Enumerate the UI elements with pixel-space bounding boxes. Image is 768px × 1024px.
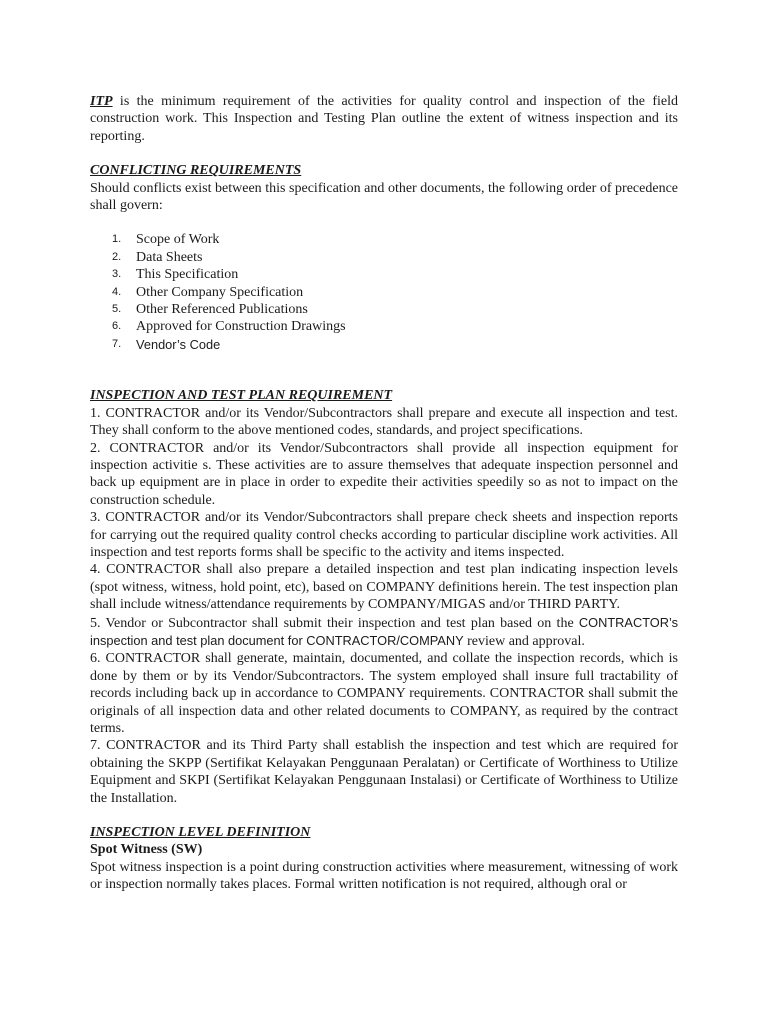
conflicting-requirements-body: Should conflicts exist between this specification and other documents, the following order of precedence shall govern: — [90, 180, 678, 214]
list-number: 3. — [112, 268, 122, 281]
requirement-5-part-c: review and approval. — [463, 633, 585, 649]
itp-term: ITP — [90, 94, 113, 109]
list-item-label: This Specification — [136, 267, 239, 283]
intro-paragraph — [90, 93, 678, 145]
list-item-label: Vendor’s Code — [136, 336, 221, 352]
list-number: 5. — [112, 303, 122, 316]
conflicting-requirements-heading: CONFLICTING REQUIREMENTS — [90, 163, 302, 179]
list-item — [112, 318, 678, 335]
list-item-label: Data Sheets — [136, 249, 203, 265]
list-item — [112, 231, 678, 248]
list-item-label: Other Referenced Publications — [136, 302, 308, 318]
list-item — [112, 336, 678, 353]
list-item-label: Scope of Work — [136, 232, 220, 248]
spot-witness-body: Spot witness inspection is a point during construction activities where measurement, witnessing of work or inspection normally takes places. Formal written notification is not required, although oral or — [90, 859, 678, 893]
requirement-5-part-a: 5. Vendor or Subcontractor shall submit their inspection and test plan based on the — [90, 615, 579, 631]
list-number: 6. — [112, 320, 122, 333]
spot-witness-title: Spot Witness (SW) — [90, 842, 203, 858]
requirement-paragraph-6: 6. CONTRACTOR shall generate, maintain, documented, and collate the inspection records, which is done by them or by its Vendor/Subcontractors. The system employed shall insure full tractability of records including back up in accordance to COMPANY requirements. CONTRACTOR shall submit the originals of all inspection data and other related documents to COMPANY, as required by the contract terms. — [90, 651, 678, 736]
list-number: 7. — [112, 337, 122, 350]
list-number: 1. — [112, 233, 122, 246]
list-item-label: Other Company Specification — [136, 284, 304, 300]
list-item-label: Approved for Construction Drawings — [136, 319, 346, 335]
list-number: 4. — [112, 285, 122, 298]
intro-text: is the minimum requirement of the activities for quality control and inspection of the field construction work. This Inspection and Testing Plan outline the extent of witness inspection and its reporting. — [90, 94, 678, 144]
inspection-level-heading: INSPECTION LEVEL DEFINITION — [90, 825, 311, 841]
requirement-paragraph-7: 7. CONTRACTOR and its Third Party shall establish the inspection and test which are required for obtaining the SKPP (Sertifikat Kelayakan Penggunaan Peralatan) or Certificate of Worthiness to Utilize Equipment and SKPI (Sertifikat Kelayakan Penggunaan Instalasi) or Certificate of Worthiness to Utilize the Installation. — [90, 738, 678, 806]
requirement-paragraph-2: 2. CONTRACTOR and/or its Vendor/Subcontractors shall provide all inspection equipment for inspection activitie s. These activities are to assure themselves that adequate inspection personnel and back up equipment are in place in order to expedite their activities speedily so as not to impact on the construction schedule. — [90, 440, 678, 508]
list-item — [112, 266, 678, 283]
itp-requirement-heading: INSPECTION AND TEST PLAN REQUIREMENT — [90, 388, 393, 404]
requirement-paragraph-3: 3. CONTRACTOR and/or its Vendor/Subcontractors shall prepare check sheets and inspection reports for carrying out the required quality control checks according to particular discipline work activities. All inspection and test reports forms shall be specific to the activity and items inspected. — [90, 510, 678, 560]
list-item — [112, 284, 678, 301]
list-item — [112, 301, 678, 318]
precedence-list — [90, 231, 678, 353]
requirement-paragraph-5 — [90, 614, 678, 651]
requirement-paragraph-4: 4. CONTRACTOR shall also prepare a detailed inspection and test plan indicating inspection levels (spot witness, witness, hold point, etc), based on COMPANY definitions herein. The test inspection plan shall include witness/attendance requirements by COMPANY/MIGAS and/or THIRD PARTY. — [90, 562, 678, 613]
requirement-5-part-b: CONTRACTOR’s inspection and test plan document for CONTRACTOR/COMPANY — [90, 614, 678, 648]
list-item — [112, 249, 678, 266]
requirement-paragraph-1: 1. CONTRACTOR and/or its Vendor/Subcontractors shall prepare and execute all inspection and test. They shall conform to the above mentioned codes, standards, and project specifications. — [90, 405, 678, 439]
list-number: 2. — [112, 250, 122, 263]
